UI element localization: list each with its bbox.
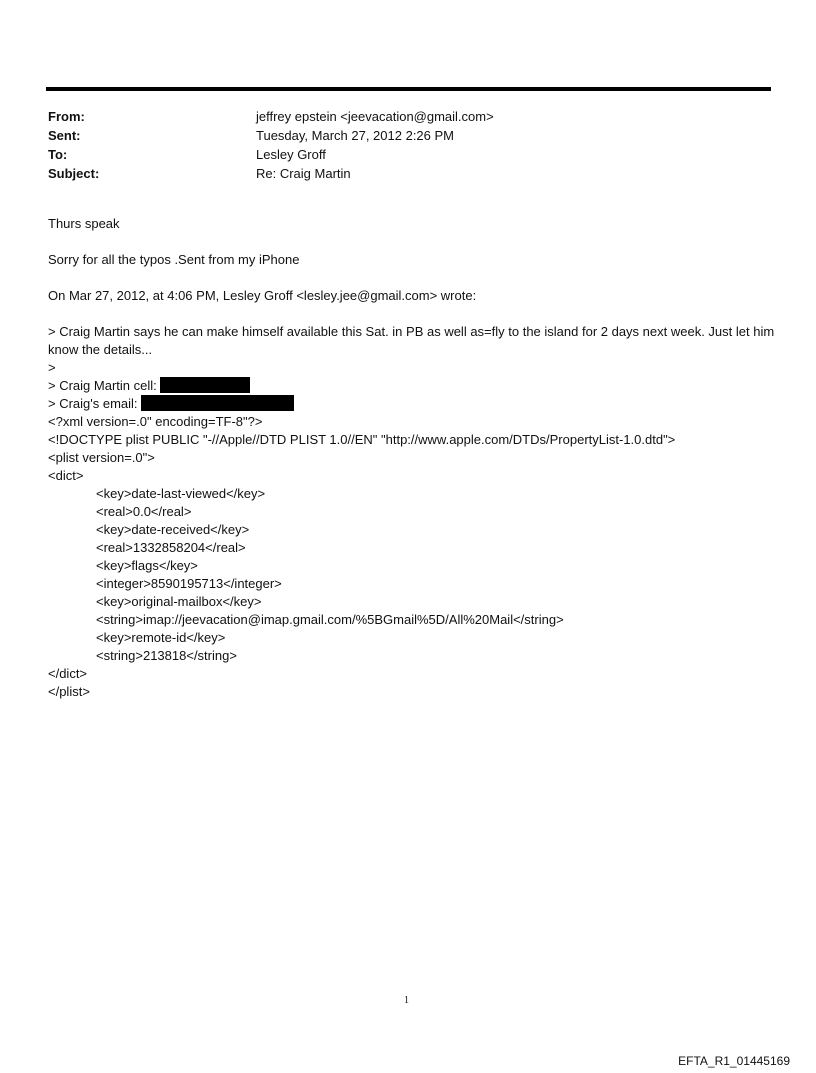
from-row [48, 107, 494, 126]
xml-line: </plist> [48, 684, 90, 699]
bates-number: EFTA_R1_01445169 [678, 1054, 790, 1068]
from-value: jeffrey epstein <jeevacation@gmail.com> [256, 109, 494, 124]
xml-line: <?xml version=.0" encoding=TF-8"?> [48, 414, 263, 429]
from-label: From: [48, 109, 85, 124]
redaction-box [141, 395, 294, 411]
xml-line: <key>date-received</key> [96, 522, 250, 537]
redaction-box [160, 377, 250, 393]
xml-line: <real>1332858204</real> [96, 540, 246, 555]
xml-line: <key>remote-id</key> [96, 630, 226, 645]
xml-line: <integer>8590195713</integer> [96, 576, 282, 591]
cell-label: > Craig Martin cell: [48, 378, 161, 393]
xml-line: <!DOCTYPE plist PUBLIC "-//Apple//DTD PLIST 1.0//EN" "http://www.apple.com/DTDs/PropertyList-1.0.dtd"> [48, 432, 676, 447]
subject-value: Re: Craig Martin [256, 166, 351, 181]
quote-line-2: > [48, 360, 56, 375]
sent-row [48, 126, 494, 145]
sent-value: Tuesday, March 27, 2012 2:26 PM [256, 128, 454, 143]
to-row [48, 145, 494, 164]
quote-line-3 [48, 377, 250, 395]
subject-row [48, 164, 494, 183]
body-line-3: On Mar 27, 2012, at 4:06 PM, Lesley Groff <lesley.jee@gmail.com> wrote: [48, 288, 477, 303]
header-rule [46, 87, 771, 91]
xml-line: <key>date-last-viewed</key> [96, 486, 266, 501]
email-label: > Craig's email: [48, 396, 142, 411]
to-value: Lesley Groff [256, 147, 326, 162]
xml-line: <plist version=.0"> [48, 450, 155, 465]
email-header [48, 107, 494, 183]
subject-label: Subject: [48, 166, 100, 181]
page-number: 1 [404, 995, 409, 1006]
xml-line: <dict> [48, 468, 84, 483]
body-line-1: Thurs speak [48, 216, 120, 231]
xml-line: <key>original-mailbox</key> [96, 594, 262, 609]
xml-line: <real>0.0</real> [96, 504, 192, 519]
xml-line: </dict> [48, 666, 88, 681]
sent-label: Sent: [48, 128, 81, 143]
body-line-2: Sorry for all the typos .Sent from my iPhone [48, 252, 300, 267]
xml-line: <key>flags</key> [96, 558, 198, 573]
xml-line: <string>213818</string> [96, 648, 237, 663]
xml-line: <string>imap://jeevacation@imap.gmail.com/%5BGmail%5D/All%20Mail</string> [96, 612, 564, 627]
to-label: To: [48, 147, 68, 162]
quote-line-1: > Craig Martin says he can make himself available this Sat. in PB as well as=fly to the island for 2 days next week. Just let him know the details... [48, 324, 775, 357]
quote-line-4 [48, 395, 294, 413]
